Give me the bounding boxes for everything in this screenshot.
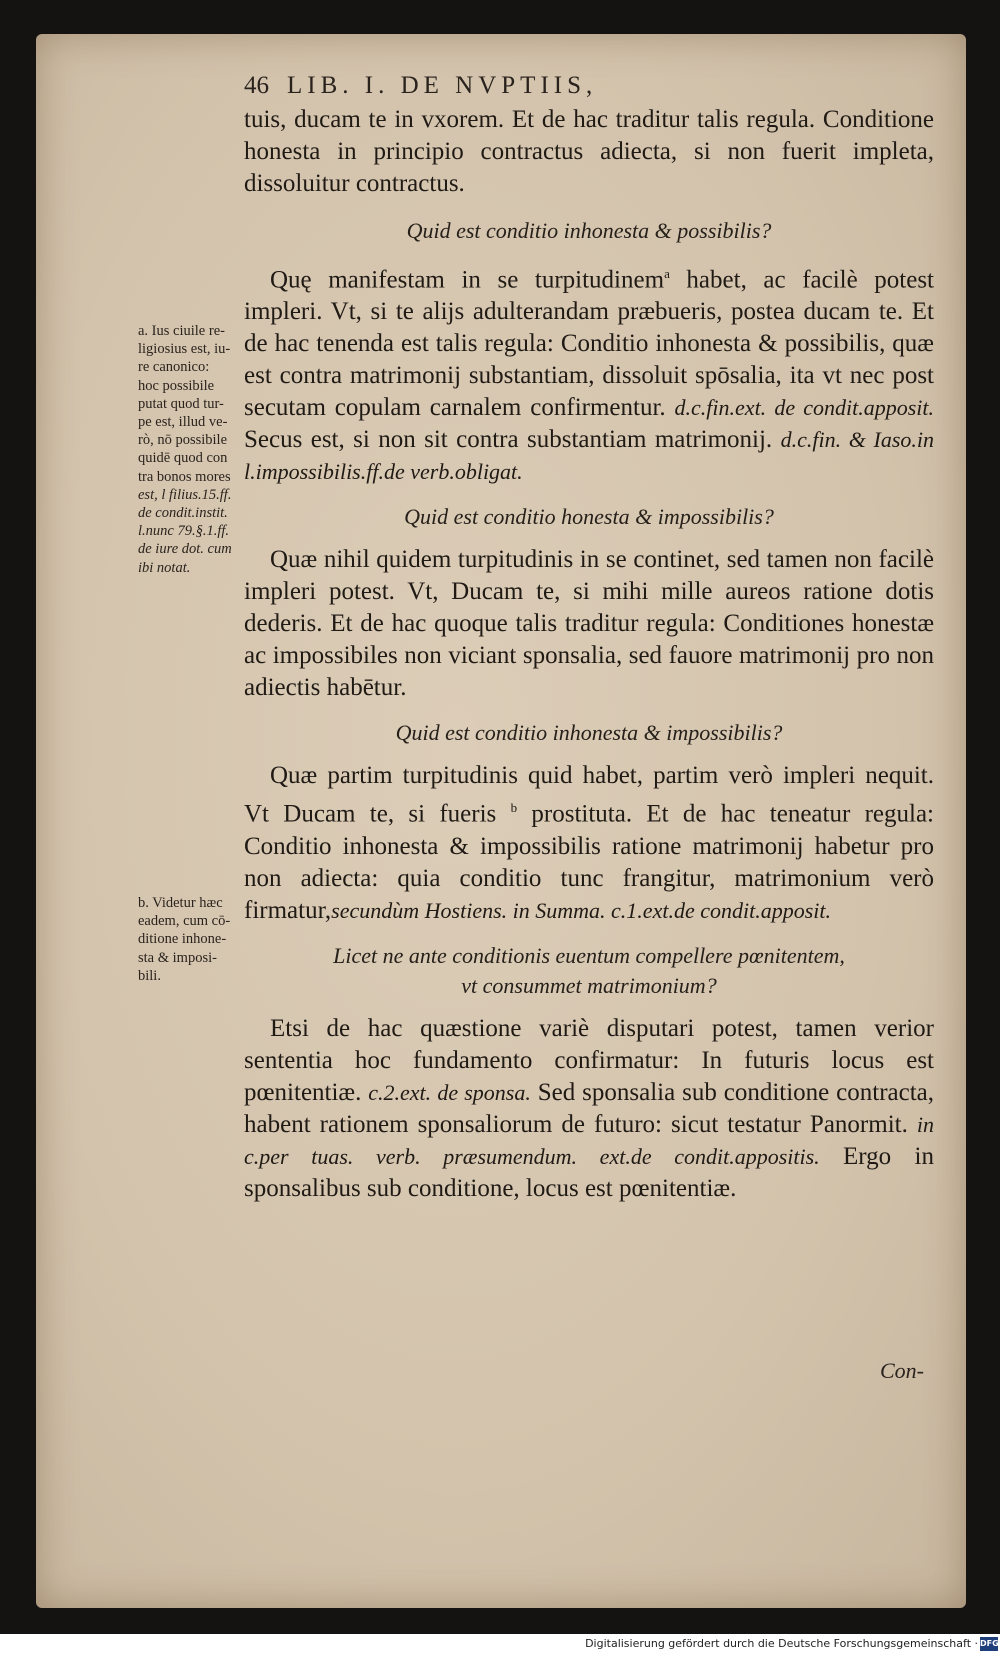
note-line: de condit.instit. <box>138 505 228 522</box>
paragraph-text: Quæ partim turpitudinis quid habet, partim verò impleri nequit. Vt Ducam te, si fueris <box>244 762 934 828</box>
catchword: Con- <box>880 1358 924 1383</box>
running-title: LIB. I. DE NVPTIIS, <box>287 72 598 99</box>
note-line: l.nunc 79.§.1.ff. <box>138 523 230 540</box>
paragraph-text: tuis, ducam te in vxorem. Et de hac traditur talis regula. Conditione honesta in principio contractus adiecta, si non fuerit impleta, dissoluitur contractus. <box>244 106 934 197</box>
note-line: ditione inhone- <box>138 931 227 948</box>
note-line: eadem, cum cō- <box>138 913 231 930</box>
note-line: ligiosius est, iu- <box>138 341 231 358</box>
paragraph <box>244 760 934 926</box>
heading-line: vt consummet matrimonium? <box>461 972 717 998</box>
citation: c.2.ext. de sponsa. <box>368 1079 531 1105</box>
paragraph-text: Secus est, si non sit contra substantiam matrimonij. <box>244 426 773 454</box>
paragraph <box>244 104 934 200</box>
note-line: quidē quod con <box>138 450 228 467</box>
paragraph <box>244 258 934 488</box>
note-line: re canonico: <box>138 359 210 376</box>
question-heading: Quid est conditio inhonesta & possibilis? <box>406 218 772 243</box>
dfg-logo-icon: DFG <box>980 1637 998 1651</box>
paragraph-text: habet, ac facilè potest impleri. Vt, si te alijs adulterandam præbueris, postea ducam te. Et de hac tenenda est talis regula: Conditio inhonesta & possibilis, quæ est contra matrimonij substantiam, dissoluit spōsalia, ita vt nec post secutam copulam carnalem confirmentur. <box>244 266 934 422</box>
paragraph-text: Quæ nihil quidem turpitudinis in se continet, sed tamen non facilè impleri potest. Vt, Ducam te, si mihi mille aureos ratione dotis dederis. Et de hac quoque talis traditur regula: Conditiones honestæ ac impossibiles non viciant sponsalia, sed fauore matrimonij pro non adiectis habētur. <box>244 546 934 702</box>
paragraph-text: Etsi de hac quæstione variè disputari potest, tamen verior sententia hoc fundamento confirmatur: In futuris locus est pœnitentiæ. <box>244 1014 934 1106</box>
note-line: hoc possibile <box>138 377 215 394</box>
marginal-note-b <box>138 894 268 985</box>
citation: in c.per tuas. verb. præsumendum. ext.de condit.appositis. <box>244 1111 935 1169</box>
note-line: est, l filius.15.ff. <box>138 486 232 503</box>
note-line: putat quod tur- <box>138 395 224 412</box>
note-line: rò, nō possibile <box>138 432 228 449</box>
paragraph <box>244 1013 934 1205</box>
running-head <box>244 72 844 100</box>
question-heading: Quid est conditio honesta & impossibilis? <box>404 504 774 530</box>
note-line: sta & imposi- <box>138 949 217 966</box>
note-line: bili. <box>138 967 161 984</box>
paragraph-text: Sed sponsalia sub conditione contracta, habent rationem sponsaliorum de futuro: sicut testatur Panormit. <box>244 1078 935 1138</box>
marginal-note-a <box>138 322 268 577</box>
note-line: b. Videtur hæc <box>138 895 223 911</box>
paragraph-text: Quę manifestam in se turpitudinem <box>270 266 665 294</box>
note-line: tra bonos mores <box>138 468 231 485</box>
note-line: a. Ius ciuile re- <box>138 323 225 339</box>
note-line: de iure dot. cum <box>138 541 232 558</box>
citation: d.c.fin. & Iaso.in l.impossibilis.ff.de verb.obligat. <box>244 427 934 485</box>
page-number: 46 <box>244 72 269 99</box>
digitization-footer <box>0 1634 1000 1656</box>
footnote-marker: a <box>664 266 670 281</box>
paragraph-text: prostituta. Et de hac teneatur regula: Conditio inhonesta & impossibilis ratione matrimonij habetur pro non adiecta: quia conditio tunc frangitur, matrimonium verò firmatur, <box>244 800 934 924</box>
citation: d.c.fin.ext. de condit.apposit. <box>674 395 934 421</box>
paragraph-text: Ergo in sponsalibus sub conditione, locus est pœnitentiæ. <box>244 1142 934 1202</box>
citation: secundùm Hostiens. in Summa. c.1.ext.de condit.apposit. <box>331 897 831 923</box>
note-line: pe est, illud ve- <box>138 414 228 431</box>
main-text <box>244 104 934 1205</box>
paragraph <box>244 544 934 704</box>
footer-text: Digitalisierung gefördert durch die Deutsche Forschungsgemeinschaft · <box>585 1637 978 1650</box>
question-heading: Quid est conditio inhonesta & impossibilis? <box>395 720 783 746</box>
note-line: ibi notat. <box>138 559 191 576</box>
heading-line: Licet ne ante conditionis euentum compellere pœnitentem, <box>333 942 845 968</box>
footnote-marker: b <box>510 800 518 816</box>
question-heading <box>244 941 934 1001</box>
